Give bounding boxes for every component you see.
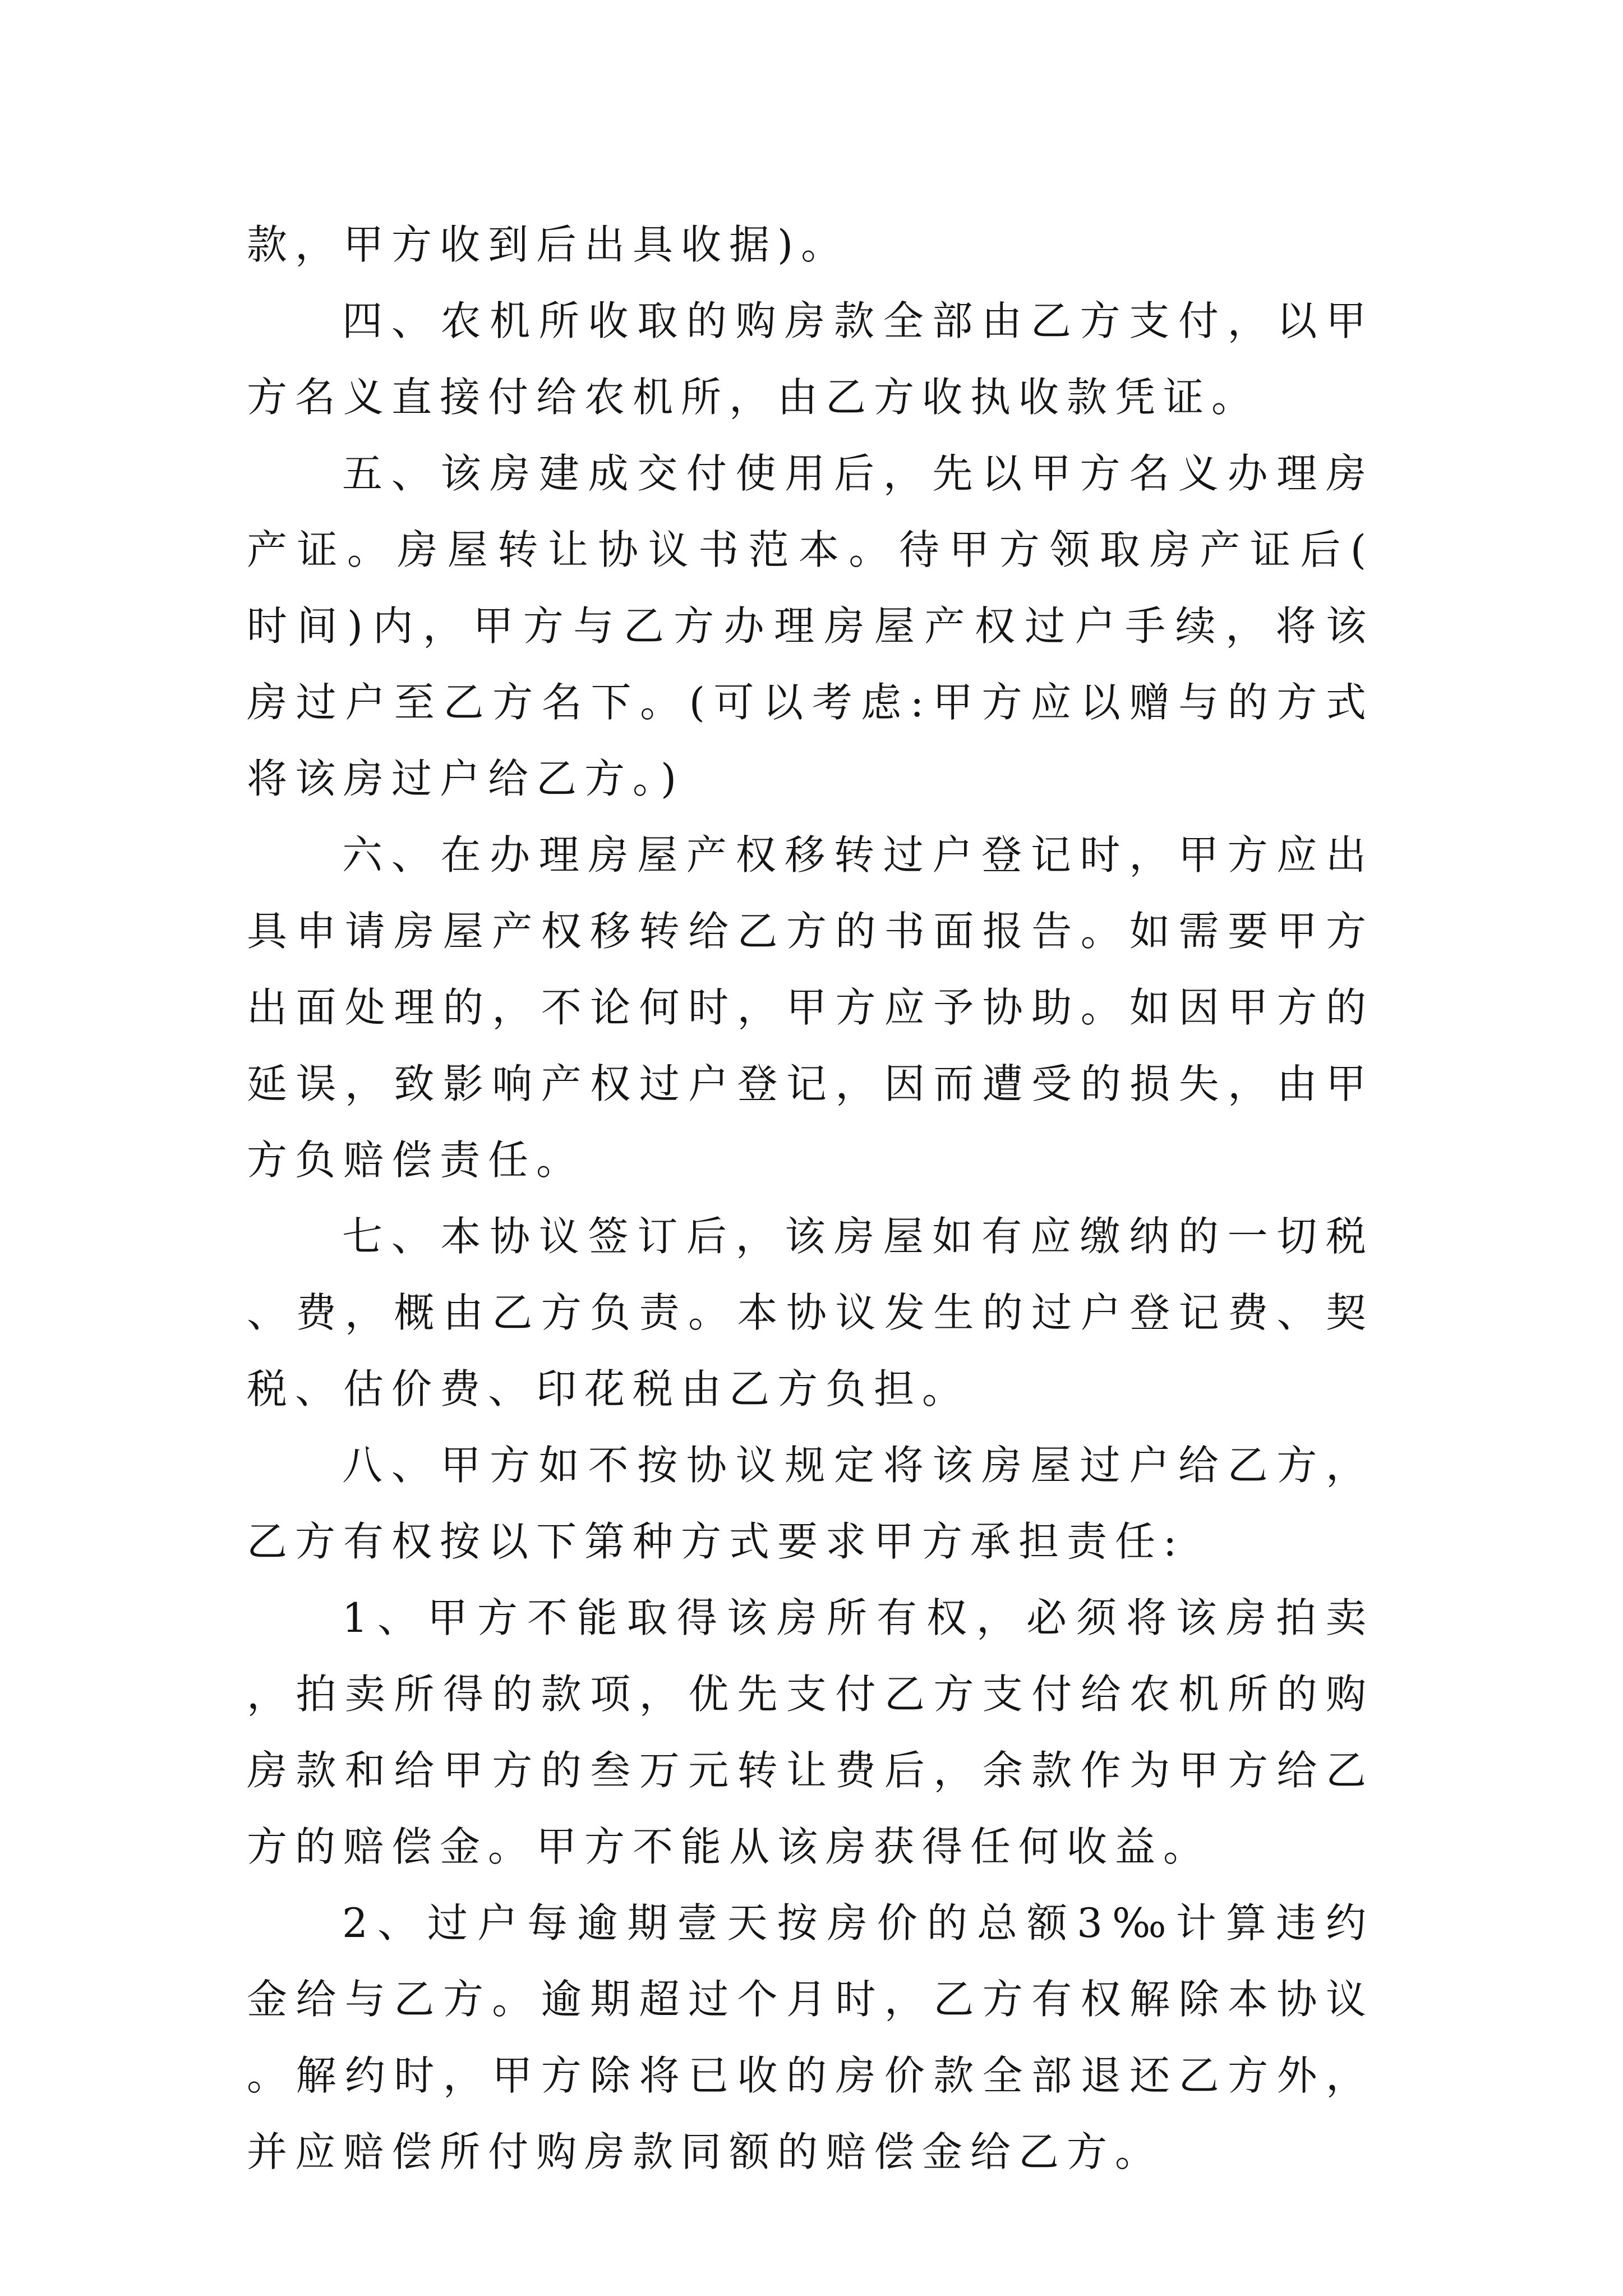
paragraph-clause-4: 四、农机所收取的购房款全部由乙方支付，以甲方名义直接付给农机所，由乙方收执收款凭证。 — [247, 297, 1374, 421]
paragraph-clause-7: 七、本协议签订后，该房屋如有应缴纳的一切税、费，概由乙方负责。本协议发生的过户登记费、契税、估价费、印花税由乙方负担。 — [247, 1213, 1374, 1412]
paragraph-clause-6: 六、在办理房屋产权移转过户登记时，甲方应出具申请房屋产权移转给乙方的书面报告。如需要甲方出面处理的，不论何时，甲方应予协助。如因甲方的延误，致影响产权过户登记，因而遭受的损失，由甲方负赔偿责任。 — [247, 831, 1374, 1184]
paragraph-item-1: 1、甲方不能取得该房所有权，必须将该房拍卖，拍卖所得的款项，优先支付乙方支付给农机所的购房款和给甲方的叁万元转让费后，余款作为甲方给乙方的赔偿金。甲方不能从该房获得任何收益。 — [247, 1594, 1374, 1870]
paragraph-continuation: 款，甲方收到后出具收据)。 — [247, 221, 850, 268]
paragraph-item-2: 2、过户每逾期壹天按房价的总额3‰计算违约金给与乙方。逾期超过个月时，乙方有权解除本协议。解约时，甲方除将已收的房价款全部退还乙方外，并应赔偿所付购房款同额的赔偿金给乙方。 — [247, 1899, 1374, 2175]
document-body — [247, 206, 1374, 2190]
paragraph-clause-5: 五、该房建成交付使用后，先以甲方名义办理房产证。房屋转让协议书范本。待甲方领取房产证后(时间)内，甲方与乙方办理房屋产权过户手续，将该房过户至乙方名下。(可以考虑:甲方应以赠与的方式将该房过户给乙方。) — [247, 450, 1374, 802]
paragraph-clause-8: 八、甲方如不按协议规定将该房屋过户给乙方，乙方有权按以下第种方式要求甲方承担责任: — [247, 1442, 1374, 1565]
